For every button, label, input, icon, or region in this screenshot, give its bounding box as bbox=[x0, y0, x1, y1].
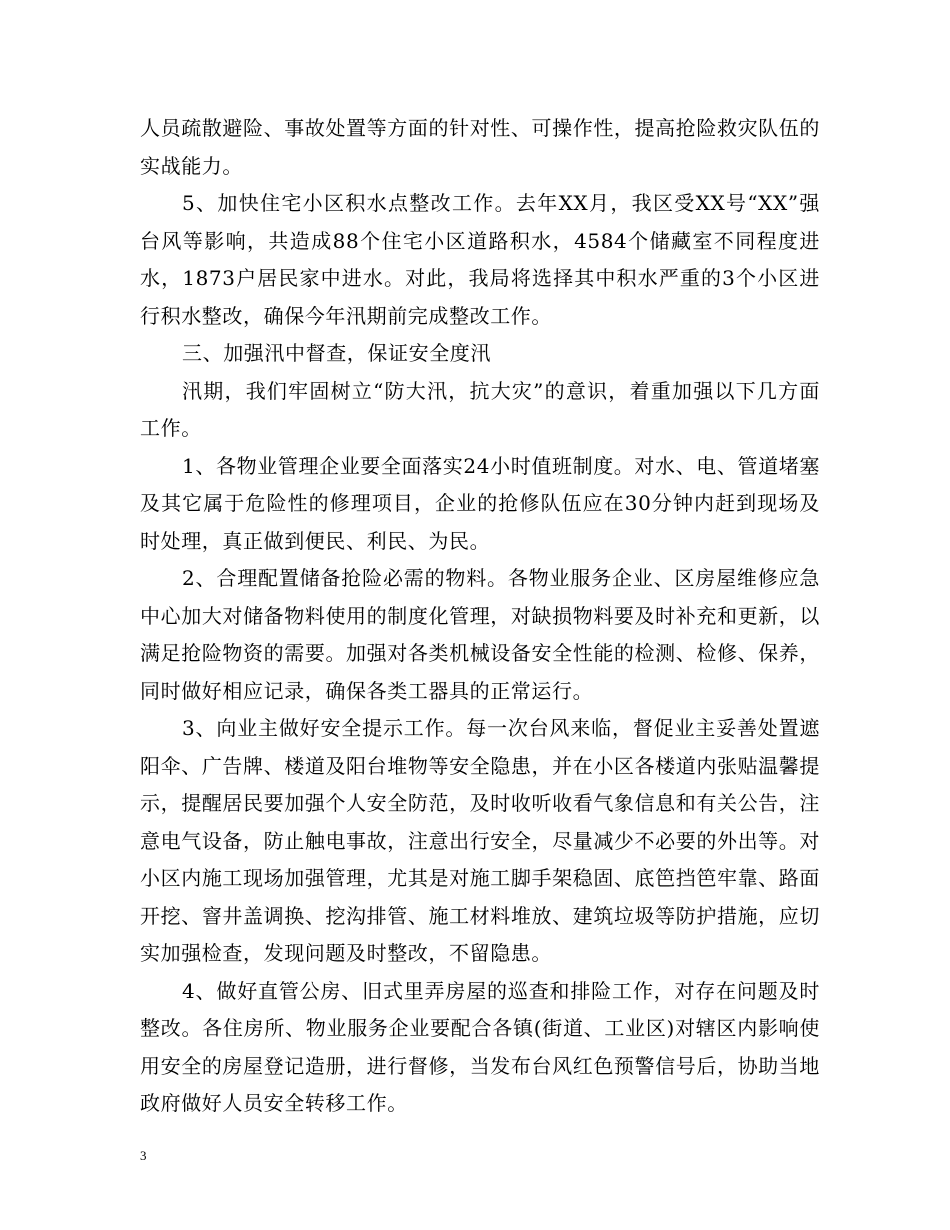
paragraph-item-3: 3、向业主做好安全提示工作。每一次台风来临，督促业主妥善处置遮阳伞、广告牌、楼道及阳台堆物等安全隐患，并在小区各楼道内张贴温馨提示，提醒居民要加强个人安全防范，及时收听收看气象信息和有关公告，注意电气设备，防止触电事故，注意出行安全，尽量减少不必要的外出等。对小区内施工现场加强管理，尤其是对施工脚手架稳固、底笆挡笆牢靠、路面开挖、窨井盖调换、挖沟排管、施工材料堆放、建筑垃圾等防护措施，应切实加强检查，发现问题及时整改，不留隐患。 bbox=[140, 716, 820, 965]
paragraph-item-5: 5、加快住宅小区积水点整改工作。去年XX月，我区受XX号“XX”强台风等影响，共造成88个住宅小区道路积水，4584个储藏室不同程度进水，1873户居民家中进水。对此，我局将选择其中积水严重的3个小区进行积水整改，确保今年汛期前完成整改工作。 bbox=[140, 191, 820, 328]
paragraph-flood-intro: 汛期，我们牢固树立“防大汛，抗大灾”的意识，着重加强以下几方面工作。 bbox=[140, 378, 820, 440]
paragraph-item-2: 2、合理配置储备抢险必需的物料。各物业服务企业、区房屋维修应急中心加大对储备物料使用的制度化管理，对缺损物料要及时补充和更新，以满足抢险物资的需要。加强对各类机械设备安全性能的检测、检修、保养，同时做好相应记录，确保各类工器具的正常运行。 bbox=[140, 566, 820, 703]
body-text bbox=[140, 110, 820, 1123]
paragraph-item-1: 1、各物业管理企业要全面落实24小时值班制度。对水、电、管道堵塞及其它属于危险性的修理项目，企业的抢修队伍应在30分钟内赶到现场及时处理，真正做到便民、利民、为民。 bbox=[140, 453, 820, 553]
section-heading-3: 三、加强汛中督查，保证安全度汛 bbox=[182, 341, 491, 365]
paragraph-item-4: 4、做好直管公房、旧式里弄房屋的巡查和排险工作，对存在问题及时整改。各住房所、物业服务企业要配合各镇(街道、工业区)对辖区内影响使用安全的房屋登记造册，进行督修，当发布台风红色预警信号后，协助当地政府做好人员安全转移工作。 bbox=[140, 978, 820, 1115]
page-number: 3 bbox=[140, 1148, 147, 1163]
paragraph-continuation: 人员疏散避险、事故处置等方面的针对性、可操作性，提高抢险救灾队伍的实战能力。 bbox=[140, 116, 820, 178]
